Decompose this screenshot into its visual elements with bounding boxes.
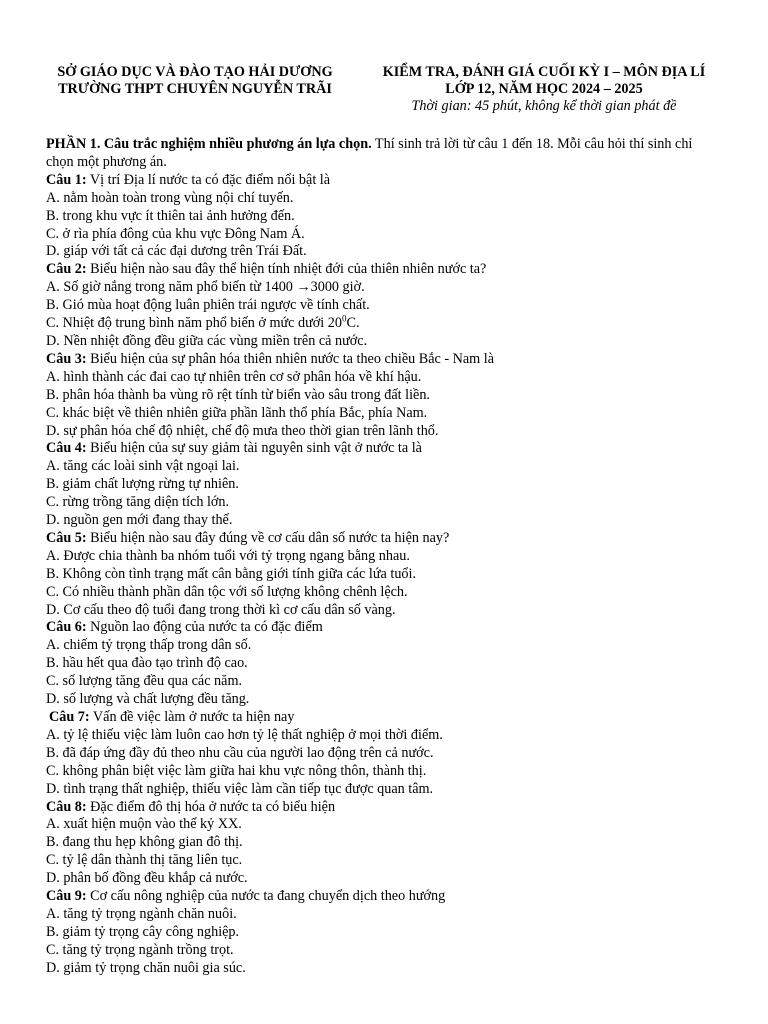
option-a: A. xuất hiện muộn vào thế kỷ XX. <box>46 816 242 833</box>
option-a: A. hình thành các đai cao tự nhiên trên cơ sở phân hóa về khí hậu. <box>46 368 422 385</box>
option-c: C. ở rìa phía đông của khu vực Đông Nam Á. <box>46 225 305 242</box>
school-name: TRƯỜNG THPT CHUYÊN NGUYỄN TRÃI <box>58 81 332 97</box>
option-c: C. không phân biệt việc làm giữa hai khu vực nông thôn, thành thị. <box>46 762 427 779</box>
option-a: A. nằm hoàn toàn trong vùng nội chí tuyến. <box>46 189 294 206</box>
option-a: A. tỷ lệ thiếu việc làm luôn cao hơn tỷ lệ thất nghiệp ở mọi thời điểm. <box>46 726 443 743</box>
part1-title: PHẦN 1. Câu trắc nghiệm nhiều phương án lựa chọn. <box>46 136 372 152</box>
question-7 <box>46 709 720 727</box>
option-a: A. tăng các loài sinh vật ngoại lai. <box>46 458 240 475</box>
option-b: B. đang thu hẹp không gian đô thị. <box>46 834 243 851</box>
question-9 <box>46 888 720 906</box>
question-6 <box>46 619 720 637</box>
option-c: C. rừng trồng tăng diện tích lớn. <box>46 494 230 511</box>
option-b: B. giảm tỷ trọng cây công nghiệp. <box>46 923 240 940</box>
part1-instruction: Thí sinh trả lời từ câu 1 đến 18. Mỗi câu hỏi thí sinh chỉ chọn một phương án. <box>46 136 693 170</box>
exam-title: KIỂM TRA, ĐÁNH GIÁ CUỐI KỲ I – MÔN ĐỊA LÍ <box>382 64 706 80</box>
option-b: B. giảm chất lượng rừng tự nhiên. <box>46 476 239 493</box>
question-label: Câu 7: <box>49 709 90 725</box>
option-a: A. chiếm tỷ trọng thấp trong dân số. <box>46 637 252 654</box>
question-5 <box>46 530 720 548</box>
question-text: Biểu hiện của sự phân hóa thiên nhiên nước ta theo chiều Bắc - Nam là <box>86 350 495 367</box>
option-d: D. tình trạng thất nghiệp, thiếu việc làm cần tiếp tục được quan tâm. <box>46 780 434 797</box>
option-b: B. trong khu vực ít thiên tai ảnh hưởng đến. <box>46 207 295 224</box>
exam-info <box>360 64 728 115</box>
option-c <box>46 315 720 333</box>
question-text: Nguồn lao động của nước ta có đặc điểm <box>86 619 323 636</box>
option-b: B. Gió mùa hoạt động luân phiên trái ngược về tính chất. <box>46 297 370 314</box>
document-header <box>0 64 768 124</box>
question-label: Câu 4: <box>46 440 87 457</box>
option-c-text: C. Nhiệt độ trung bình năm phổ biến ở mức dưới 20 <box>46 315 342 332</box>
school-info <box>40 64 350 98</box>
question-text: Vấn đề việc làm ở nước ta hiện nay <box>89 709 295 725</box>
degree-superscript: 0 <box>341 313 347 324</box>
option-c: C. Có nhiều thành phần dân tộc với số lượng không chênh lệch. <box>46 583 408 600</box>
question-text: Biểu hiện của sự suy giảm tài nguyên sinh vật ở nước ta là <box>86 440 422 457</box>
question-label: Câu 2: <box>46 261 87 278</box>
option-d: D. Nền nhiệt đồng đều giữa các vùng miền trên cả nước. <box>46 332 368 349</box>
option-d: D. sự phân hóa chế độ nhiệt, chế độ mưa theo thời gian trên lãnh thổ. <box>46 422 439 439</box>
option-c: C. tăng tỷ trọng ngành trồng trọt. <box>46 941 234 958</box>
option-c: C. tỷ lệ dân thành thị tăng liên tục. <box>46 852 243 869</box>
option-a: A. Số giờ nắng trong năm phổ biến từ 1400 →3000 giờ. <box>46 279 365 296</box>
option-b: B. Không còn tình trạng mất cân bằng giới tính giữa các lứa tuổi. <box>46 565 416 582</box>
option-d: D. số lượng và chất lượng đều tăng. <box>46 691 250 708</box>
question-label: Câu 1: <box>46 171 87 188</box>
option-c: C. số lượng tăng đều qua các năm. <box>46 673 243 690</box>
question-text: Vị trí Địa lí nước ta có đặc điểm nổi bật là <box>86 171 331 188</box>
exam-duration: Thời gian: 45 phút, không kể thời gian phát đề <box>411 98 677 114</box>
question-8 <box>46 799 720 817</box>
exam-grade-year: LỚP 12, NĂM HỌC 2024 – 2025 <box>445 81 643 97</box>
question-label: Câu 8: <box>46 798 87 815</box>
option-b: B. phân hóa thành ba vùng rõ rệt tính từ biển vào sâu trong đất liền. <box>46 386 430 403</box>
question-text: Cơ cấu nông nghiệp của nước ta đang chuyển dịch theo hướng <box>86 888 446 905</box>
part1-intro <box>46 136 720 172</box>
department-name: SỞ GIÁO DỤC VÀ ĐÀO TẠO HẢI DƯƠNG <box>57 64 333 80</box>
question-label: Câu 3: <box>46 350 87 367</box>
question-text: Biểu hiện nào sau đây thể hiện tính nhiệt đới của thiên nhiên nước ta? <box>86 261 487 278</box>
option-d: D. nguồn gen mới đang thay thế. <box>46 512 233 529</box>
question-label: Câu 6: <box>46 619 87 636</box>
option-c: C. khác biệt về thiên nhiên giữa phần lãnh thổ phía Bắc, phía Nam. <box>46 404 428 421</box>
question-text: Đặc điểm đô thị hóa ở nước ta có biểu hiện <box>86 798 336 815</box>
option-d: D. Cơ cấu theo độ tuổi đang trong thời kì cơ cấu dân số vàng. <box>46 601 396 618</box>
option-c-unit: C. <box>346 315 360 332</box>
option-d: D. phân bố đồng đều khắp cả nước. <box>46 870 248 887</box>
question-4 <box>46 440 720 458</box>
question-1 <box>46 172 720 190</box>
question-3 <box>46 351 720 369</box>
question-2 <box>46 261 720 279</box>
question-text: Biểu hiện nào sau đây đúng về cơ cấu dân số nước ta hiện nay? <box>86 529 450 546</box>
question-label: Câu 9: <box>46 888 87 905</box>
option-b: B. hầu hết qua đào tạo trình độ cao. <box>46 655 248 672</box>
option-d: D. giáp với tất cả các đại dương trên Trái Đất. <box>46 243 307 260</box>
option-d: D. giảm tỷ trọng chăn nuôi gia súc. <box>46 959 246 976</box>
exam-body <box>46 136 720 978</box>
option-a: A. tăng tỷ trọng ngành chăn nuôi. <box>46 905 237 922</box>
question-label: Câu 5: <box>46 529 87 546</box>
option-a: A. Được chia thành ba nhóm tuổi với tỷ trọng ngang bằng nhau. <box>46 547 410 564</box>
option-b: B. đã đáp ứng đầy đủ theo nhu cầu của người lao động trên cả nước. <box>46 744 434 761</box>
